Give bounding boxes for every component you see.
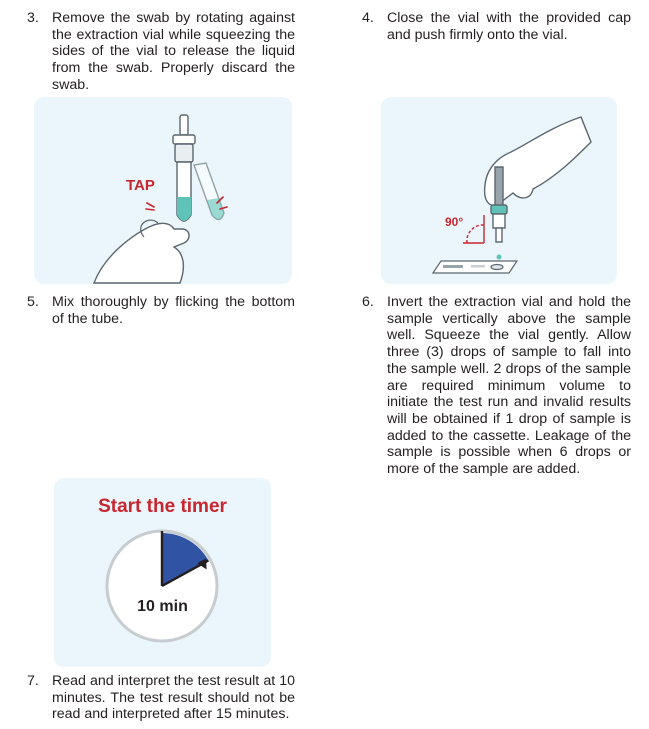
step-text: Close the vial with the provided cap and push firmly onto the vial. [387, 10, 631, 43]
timer-title: Start the timer [98, 496, 227, 517]
test-cassette-icon [433, 261, 517, 273]
timer-clock [54, 478, 271, 667]
step-text: Mix thoroughly by flicking the bottom of the tube. [52, 294, 295, 327]
step-text: Invert the extraction vial and hold the sample vertically above the sample well. Squeeze the vial gently. Allow three (3) drops of sample to fall into the sample well. 2 drops of the sample are required minimum volume to initiate the test run and invalid results will be obtained if 1 drop of sample is added to the cassette. Leakage of the sample is possible when 6 drops or more of the sample are added. [387, 294, 631, 478]
step-number: 4. [362, 10, 374, 26]
step-number: 5. [27, 294, 39, 310]
step-5 [27, 294, 295, 334]
right-angle-icon [463, 215, 484, 243]
step-text: Remove the swab by rotating against the extraction vial while squeezing the sides of the vial to release the liquid from the swab. Properly discard the swab. [52, 10, 295, 93]
step-number: 7. [27, 673, 39, 689]
timer-panel [54, 478, 271, 667]
step-4 [362, 10, 631, 50]
invert-vial-illustration [381, 97, 617, 284]
angle-illustration-panel [381, 97, 617, 284]
step-3 [27, 10, 295, 96]
flick-tube-illustration [34, 97, 292, 284]
tap-illustration-panel [34, 97, 292, 284]
angle-label: 90° [445, 215, 464, 229]
drop-icon [497, 255, 502, 260]
extraction-vial-icon [173, 115, 224, 221]
step-7 [27, 673, 295, 725]
step-number: 3. [27, 10, 39, 26]
tap-label: TAP [126, 177, 155, 194]
step-number: 6. [362, 294, 374, 310]
timer-duration: 10 min [137, 598, 188, 615]
step-6 [362, 294, 631, 484]
step-text: Read and interpret the test result at 10 minutes. The test result should not be read and interpreted after 15 minutes. [52, 673, 295, 723]
